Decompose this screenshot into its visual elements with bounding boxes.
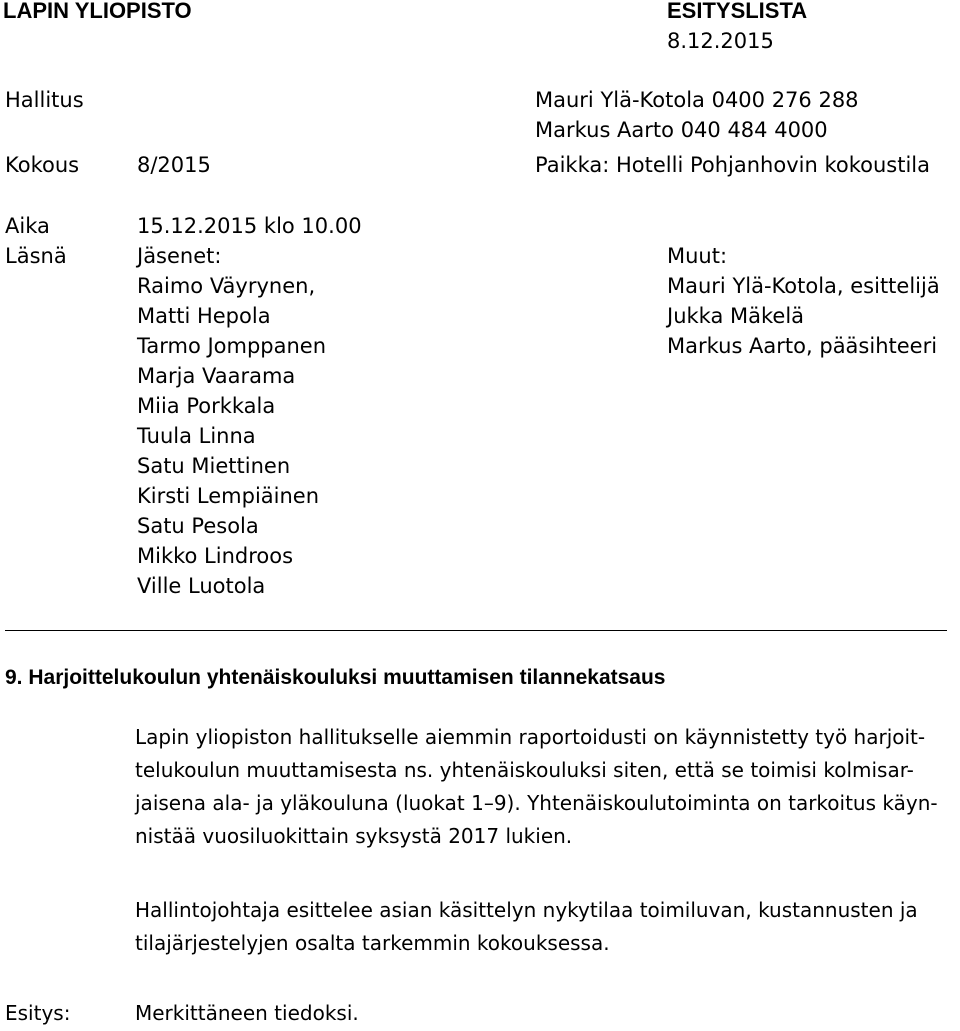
meeting-number: 8/2015 [137,153,211,177]
others-list [667,276,940,366]
member-item: Satu Pesola [137,514,259,538]
time-value: 15.12.2015 klo 10.00 [137,214,362,238]
member-item: Mikko Lindroos [137,544,294,568]
organization-name: LAPIN YLIOPISTO [3,0,192,23]
member-item: Matti Hepola [137,304,271,328]
contact-1: Mauri Ylä-Kotola 0400 276 288 [535,88,859,112]
member-item: Ville Luotola [137,574,266,598]
paragraph-line: jaisena ala- ja yläkouluna (luokat 1–9). Yhtenäiskoulutoiminta on tarkoitus käyn- [135,791,938,815]
section-divider [5,630,947,631]
member-item: Marja Vaarama [137,364,296,388]
proposal-text: Merkittäneen tiedoksi. [135,1001,359,1025]
paragraph-line: Hallintojohtaja esittelee asian käsittelyn nykytilaa toimiluvan, kustannusten ja [135,898,918,922]
member-item: Tarmo Jomppanen [137,334,327,358]
member-item: Raimo Väyrynen, [137,274,316,298]
member-item: Tuula Linna [137,424,256,448]
other-item: Markus Aarto, pääsihteeri [667,334,938,358]
member-item: Miia Porkkala [137,394,276,418]
item-heading: 9. Harjoittelukoulun yhtenäiskouluksi muuttamisen tilannekatsaus [5,666,666,689]
paragraph-line: nistää vuosiluokittain syksystä 2017 lukien. [135,824,573,848]
time-label: Aika [5,214,50,238]
paragraph-line: tilajärjestelyjen osalta tarkemmin kokouksessa. [135,931,610,955]
meeting-label: Kokous [5,153,80,177]
item-paragraph-1 [135,727,938,859]
document-date: 8.12.2015 [667,29,774,53]
others-label: Muut: [667,244,728,268]
other-item: Mauri Ylä-Kotola, esittelijä [667,274,940,298]
item-paragraph-2 [135,900,918,966]
paragraph-line: Lapin yliopiston hallitukselle aiemmin raportoidusti on käynnistetty työ harjoit- [135,725,926,749]
members-list [137,276,326,606]
paragraph-line: telukoulun muuttamisesta ns. yhtenäiskouluksi siten, että se toimisi kolmisar- [135,758,914,782]
other-item: Jukka Mäkelä [667,304,805,328]
document-type: ESITYSLISTA [667,0,808,23]
proposal-label: Esitys: [5,1001,71,1025]
board-label: Hallitus [5,88,84,112]
contact-2: Markus Aarto 040 484 4000 [535,118,828,142]
meeting-place: Paikka: Hotelli Pohjanhovin kokoustila [535,153,931,177]
members-label: Jäsenet: [137,244,222,268]
present-label: Läsnä [5,244,67,268]
member-item: Satu Miettinen [137,454,291,478]
member-item: Kirsti Lempiäinen [137,484,320,508]
